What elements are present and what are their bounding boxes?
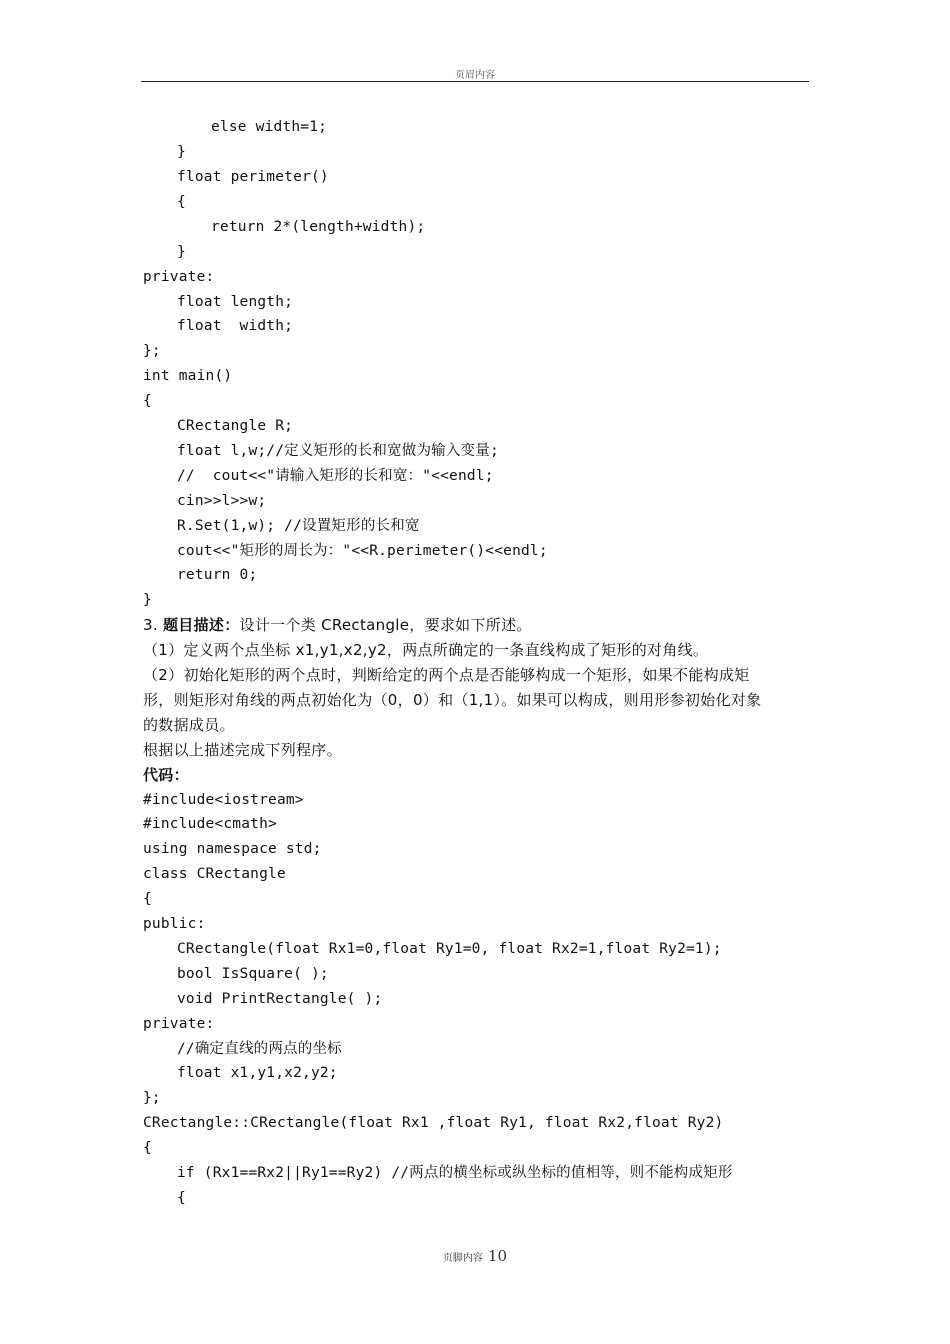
code-line: }; (143, 343, 161, 359)
code-line: }; (143, 1090, 161, 1106)
code-line: float length; (177, 294, 294, 310)
code-line: int main() (143, 368, 233, 384)
code-line: float l,w;//定义矩形的长和宽做为输入变量; (177, 443, 499, 459)
code-line: float x1,y1,x2,y2; (177, 1065, 338, 1081)
code-line: private: (143, 269, 215, 285)
code-line: { (143, 1140, 152, 1156)
task-number: 3. (143, 616, 158, 634)
code-line: return 2*(length+width); (211, 219, 426, 235)
code-line: #include<iostream> (143, 792, 304, 808)
code-line: CRectangle::CRectangle(float Rx1 ,float Ry1, float Rx2,float Ry2) (143, 1115, 724, 1131)
code-line: return 0; (177, 567, 258, 583)
code-line: float width; (177, 318, 294, 334)
code-line: // cout<<"请输入矩形的长和宽："<<endl; (177, 468, 494, 484)
task-label: 题目描述： (163, 616, 240, 634)
code-line: else width=1; (211, 119, 328, 135)
header-divider (141, 81, 809, 82)
code-line: #include<cmath> (143, 816, 277, 832)
code-line: R.Set(1,w); //设置矩形的长和宽 (177, 518, 420, 534)
code-line: class CRectangle (143, 866, 286, 882)
code-line: { (143, 393, 152, 409)
footer-label: 页脚内容 (442, 1253, 483, 1264)
code-line: void PrintRectangle( ); (177, 991, 383, 1007)
code-line: float perimeter() (177, 169, 329, 185)
page-number: 10 (488, 1247, 508, 1265)
code-line: } (177, 244, 186, 260)
code-line: } (177, 144, 186, 160)
page-footer (0, 1246, 950, 1265)
code-line: CRectangle(float Rx1=0,float Ry1=0, float Rx2=1,float Ry2=1); (177, 941, 722, 957)
task-item-1: （1）定义两个点坐标 x1,y1,x2,y2，两点所确定的一条直线构成了矩形的对角线。 (143, 641, 709, 659)
code-line: public: (143, 916, 206, 932)
code-line: using namespace std; (143, 841, 322, 857)
task-item-2-line-1: （2）初始化矩形的两个点时，判断给定的两个点是否能够构成一个矩形，如果不能构成矩 (143, 666, 750, 684)
task-item-2-line-3: 的数据成员。 (143, 716, 235, 734)
task-intro: 设计一个类 CRectangle，要求如下所述。 (239, 616, 532, 634)
code-line: { (177, 1190, 186, 1206)
code-line: { (143, 891, 152, 907)
code-line: if (Rx1==Rx2||Ry1==Ry2) //两点的横坐标或纵坐标的值相等，则不能构成矩形 (177, 1165, 733, 1181)
task-heading (143, 616, 532, 634)
task-instruction: 根据以上描述完成下列程序。 (143, 741, 342, 759)
code-line: bool IsSquare( ); (177, 966, 329, 982)
page-header: 页眉内容 (455, 70, 495, 81)
code-line: { (177, 194, 186, 210)
code-line: cin>>l>>w; (177, 493, 267, 509)
task-item-2-line-2: 形，则矩形对角线的两点初始化为（0，0）和（1,1）。如果可以构成，则用形参初始化对象 (143, 691, 762, 709)
code-line: //确定直线的两点的坐标 (177, 1041, 342, 1057)
code-line: private: (143, 1016, 215, 1032)
code-label: 代码： (143, 766, 189, 784)
code-line: } (143, 592, 152, 608)
code-line: CRectangle R; (177, 418, 294, 434)
code-line: cout<<"矩形的周长为："<<R.perimeter()<<endl; (177, 543, 548, 559)
